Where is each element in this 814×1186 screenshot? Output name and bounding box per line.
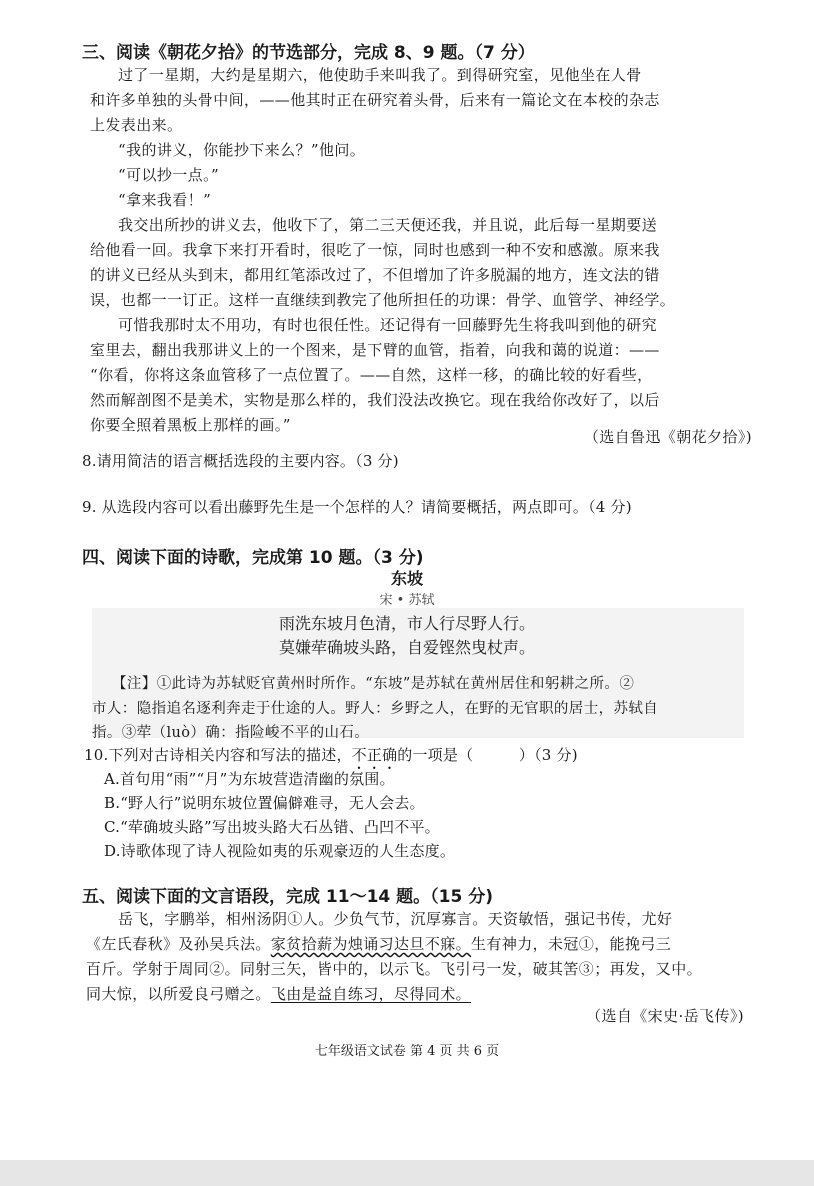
poem-line: 莫嫌荦确坡头路，自爱铿然曳杖声。 <box>278 638 535 657</box>
passage-line: 上发表出来。 <box>90 116 183 134</box>
passage-source: （选自鲁迅《朝花夕拾》) <box>583 428 752 446</box>
underlined-sentence: 家贫拾薪为烛诵习达旦不寐。 <box>270 935 472 953</box>
poem-note: 市人：隐指追名逐利奔走于仕途的人。野人：乡野之人，在野的无官职的居士，苏轼自 <box>92 701 659 717</box>
option-a: A.首句用“雨”“月”为东坡营造清幽的氛围。 <box>104 770 395 788</box>
viewer-bottom-bar <box>0 1160 814 1186</box>
passage-line: “你看，你将这条血管移了一点位置了。——自然，这样一移，的确比较的好看些， <box>90 366 653 384</box>
question-8: 8.请用简洁的语言概括选段的主要内容。（3 分) <box>82 452 399 470</box>
poem-author: 宋 • 苏轼 <box>379 593 435 608</box>
poem-note: 指。③荦（luò）确：指险峻不平的山石。 <box>92 725 370 741</box>
passage-line: 过了一星期，大约是星期六，他使助手来叫我了。到得研究室，见他坐在人骨 <box>118 66 642 84</box>
question-10-suffix: 的一项是（ ）（3 分) <box>397 746 578 764</box>
section3-heading: 三、阅读《朝花夕拾》的节选部分，完成 8、9 题。（7 分） <box>82 43 535 63</box>
classical-text: 生有神力，未冠①，能挽弓三 <box>471 935 672 953</box>
question-10-prefix: 10.下列对古诗相关内容和写法的描述， <box>84 746 352 764</box>
classical-text: 《左氏春秋》及孙吴兵法。 <box>86 935 271 953</box>
option-b: B.“野人行”说明东坡位置偏僻难寻，无人会去。 <box>104 794 425 812</box>
passage-line: “拿来我看！” <box>118 191 212 209</box>
passage-line: “可以抄一点。” <box>118 166 220 184</box>
classical-text: 同大惊，以所爱良弓赠之。 <box>86 985 271 1003</box>
section4-heading: 四、阅读下面的诗歌，完成第 10 题。（3 分) <box>82 548 424 568</box>
classical-line <box>86 933 671 954</box>
passage-line: 可惜我那时太不用功，有时也很任性。还记得有一回藤野先生将我叫到他的研究 <box>118 316 658 334</box>
classical-line: 岳飞，字鹏举，相州汤阴①人。少负气节，沉厚寡言。天资敏悟，强记书传，尤好 <box>118 910 673 928</box>
passage-line: 我交出所抄的讲义去，他收下了，第二三天便还我，并且说，此后每一星期要送 <box>118 216 658 234</box>
page-footer: 七年级语文试卷 第 4 页 共 6 页 <box>314 1044 500 1059</box>
passage-line: “我的讲义，你能抄下来么？”他问。 <box>118 141 366 159</box>
classical-source: （选自《宋史·岳飞传》) <box>586 1007 744 1025</box>
option-c: C.“荦确坡头路”写出坡头路大石丛错、凸凹不平。 <box>104 818 440 836</box>
question-10-emphasis: 不正确 <box>351 746 398 764</box>
classical-line <box>86 983 471 1004</box>
question-9: 9. 从选段内容可以看出藤野先生是一个怎样的人？请简要概括，两点即可。（4 分) <box>82 498 632 516</box>
poem-note: 【注】①此诗为苏轼贬官黄州时所作。“东坡”是苏轼在黄州居住和躬耕之所。② <box>112 676 635 692</box>
passage-line: 然而解剖图不是美术，实物是那么样的，我们没法改换它。现在我给你改好了，以后 <box>90 391 660 409</box>
passage-line: 室里去，翻出我那讲义上的一个图来，是下臂的血管，指着，向我和蔼的说道：—— <box>90 341 660 359</box>
option-d: D.诗歌体现了诗人视险如夷的乐观豪迈的人生态度。 <box>104 842 456 860</box>
underlined-sentence: 飞由是益自练习，尽得同术。 <box>270 985 472 1003</box>
poem-title: 东坡 <box>390 569 423 588</box>
classical-line: 百斤。学射于周同②。同射三矢，皆中的，以示飞。飞引弓一发，破其筈③；再发，又中。 <box>86 960 703 978</box>
passage-line: 和许多单独的头骨中间，——他其时正在研究着头骨，后来有一篇论文在本校的杂志 <box>90 91 660 109</box>
poem-line: 雨洗东坡月色清，市人行尽野人行。 <box>278 614 535 633</box>
passage-line: 误，也都一一订正。这样一直继续到教完了他所担任的功课：骨学、血管学、神经学。 <box>90 291 676 309</box>
passage-line: 的讲义已经从头到末，都用红笔添改过了，不但增加了许多脱漏的地方，连文法的错 <box>90 266 660 284</box>
section5-heading: 五、阅读下面的文言语段，完成 11～14 题。（15 分) <box>82 887 493 907</box>
passage-line: 给他看一回。我拿下来打开看时，很吃了一惊，同时也感到一种不安和感激。原来我 <box>90 241 660 259</box>
passage-line: 你要全照着黑板上那样的画。” <box>90 416 291 434</box>
